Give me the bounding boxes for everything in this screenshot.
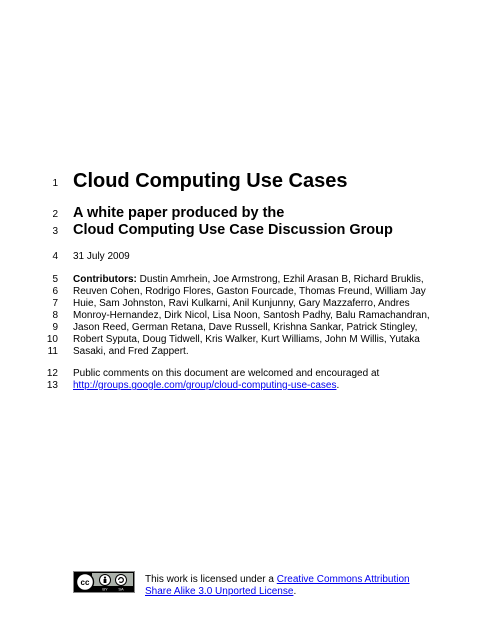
contributors-line: Huie, Sam Johnston, Ravi Kulkarni, Anil Kunjunny, Gary Mazzaferro, Andres	[73, 298, 410, 309]
line-number: 10	[46, 334, 58, 345]
by-label: BY	[102, 586, 108, 592]
sa-label: SA	[118, 586, 124, 592]
line-number: 12	[46, 368, 58, 379]
contributors-line: Monroy-Hernandez, Dirk Nicol, Lisa Noon, Santosh Padhy, Balu Ramachandran,	[73, 310, 430, 321]
license-line-2	[145, 586, 296, 597]
google-group-link[interactable]: http://groups.google.com/group/cloud-computing-use-cases	[73, 380, 337, 391]
line-number: 2	[52, 209, 58, 220]
license-link-part2[interactable]: Share Alike 3.0 Unported License	[145, 586, 294, 597]
line-number: 8	[52, 310, 58, 321]
line-number: 5	[52, 274, 58, 285]
cc-by-sa-icon	[74, 572, 134, 592]
line-number: 4	[52, 251, 58, 262]
document-date: 31 July 2009	[73, 251, 130, 262]
contributors-line: Sasaki, and Fred Zappert.	[73, 346, 189, 357]
contributors-line: Robert Syputa, Doug Tidwell, Kris Walker, Kurt Williams, John M Willis, Yutaka	[73, 334, 420, 345]
license-link-part1[interactable]: Creative Commons Attribution	[276, 574, 410, 585]
contributors-line	[73, 274, 424, 285]
subtitle-line-2: Cloud Computing Use Case Discussion Group	[73, 222, 393, 238]
comments-text: Public comments on this document are welcomed and encouraged at	[73, 368, 380, 379]
cc-by-sa-badge[interactable]	[73, 571, 135, 593]
contributors-line: Reuven Cohen, Rodrigo Flores, Gaston Fourcade, Thomas Freund, William Jay	[73, 286, 426, 297]
line-number: 13	[46, 380, 58, 391]
cc-label: cc	[80, 578, 90, 587]
license-prefix: This work is licensed under a	[145, 574, 277, 585]
line-number: 1	[52, 178, 58, 189]
contributors-label: Contributors:	[73, 274, 137, 285]
license-suffix: .	[293, 586, 297, 597]
contributors-text: Dustin Amrhein, Joe Armstrong, Ezhil Arasan B, Richard Bruklis,	[136, 274, 424, 285]
line-number: 11	[47, 346, 58, 357]
line-number: 6	[52, 286, 58, 297]
comments-link-line	[73, 380, 339, 391]
line-number: 7	[52, 298, 58, 309]
license-line-1	[145, 574, 410, 585]
contributors-line: Jason Reed, German Retana, Dave Russell, Krishna Sankar, Patrick Stingley,	[73, 322, 418, 333]
line-number: 3	[52, 226, 58, 237]
line-number: 9	[52, 322, 58, 333]
document-title: Cloud Computing Use Cases	[73, 170, 348, 192]
subtitle-line-1: A white paper produced by the	[73, 205, 285, 221]
period: .	[336, 380, 340, 391]
